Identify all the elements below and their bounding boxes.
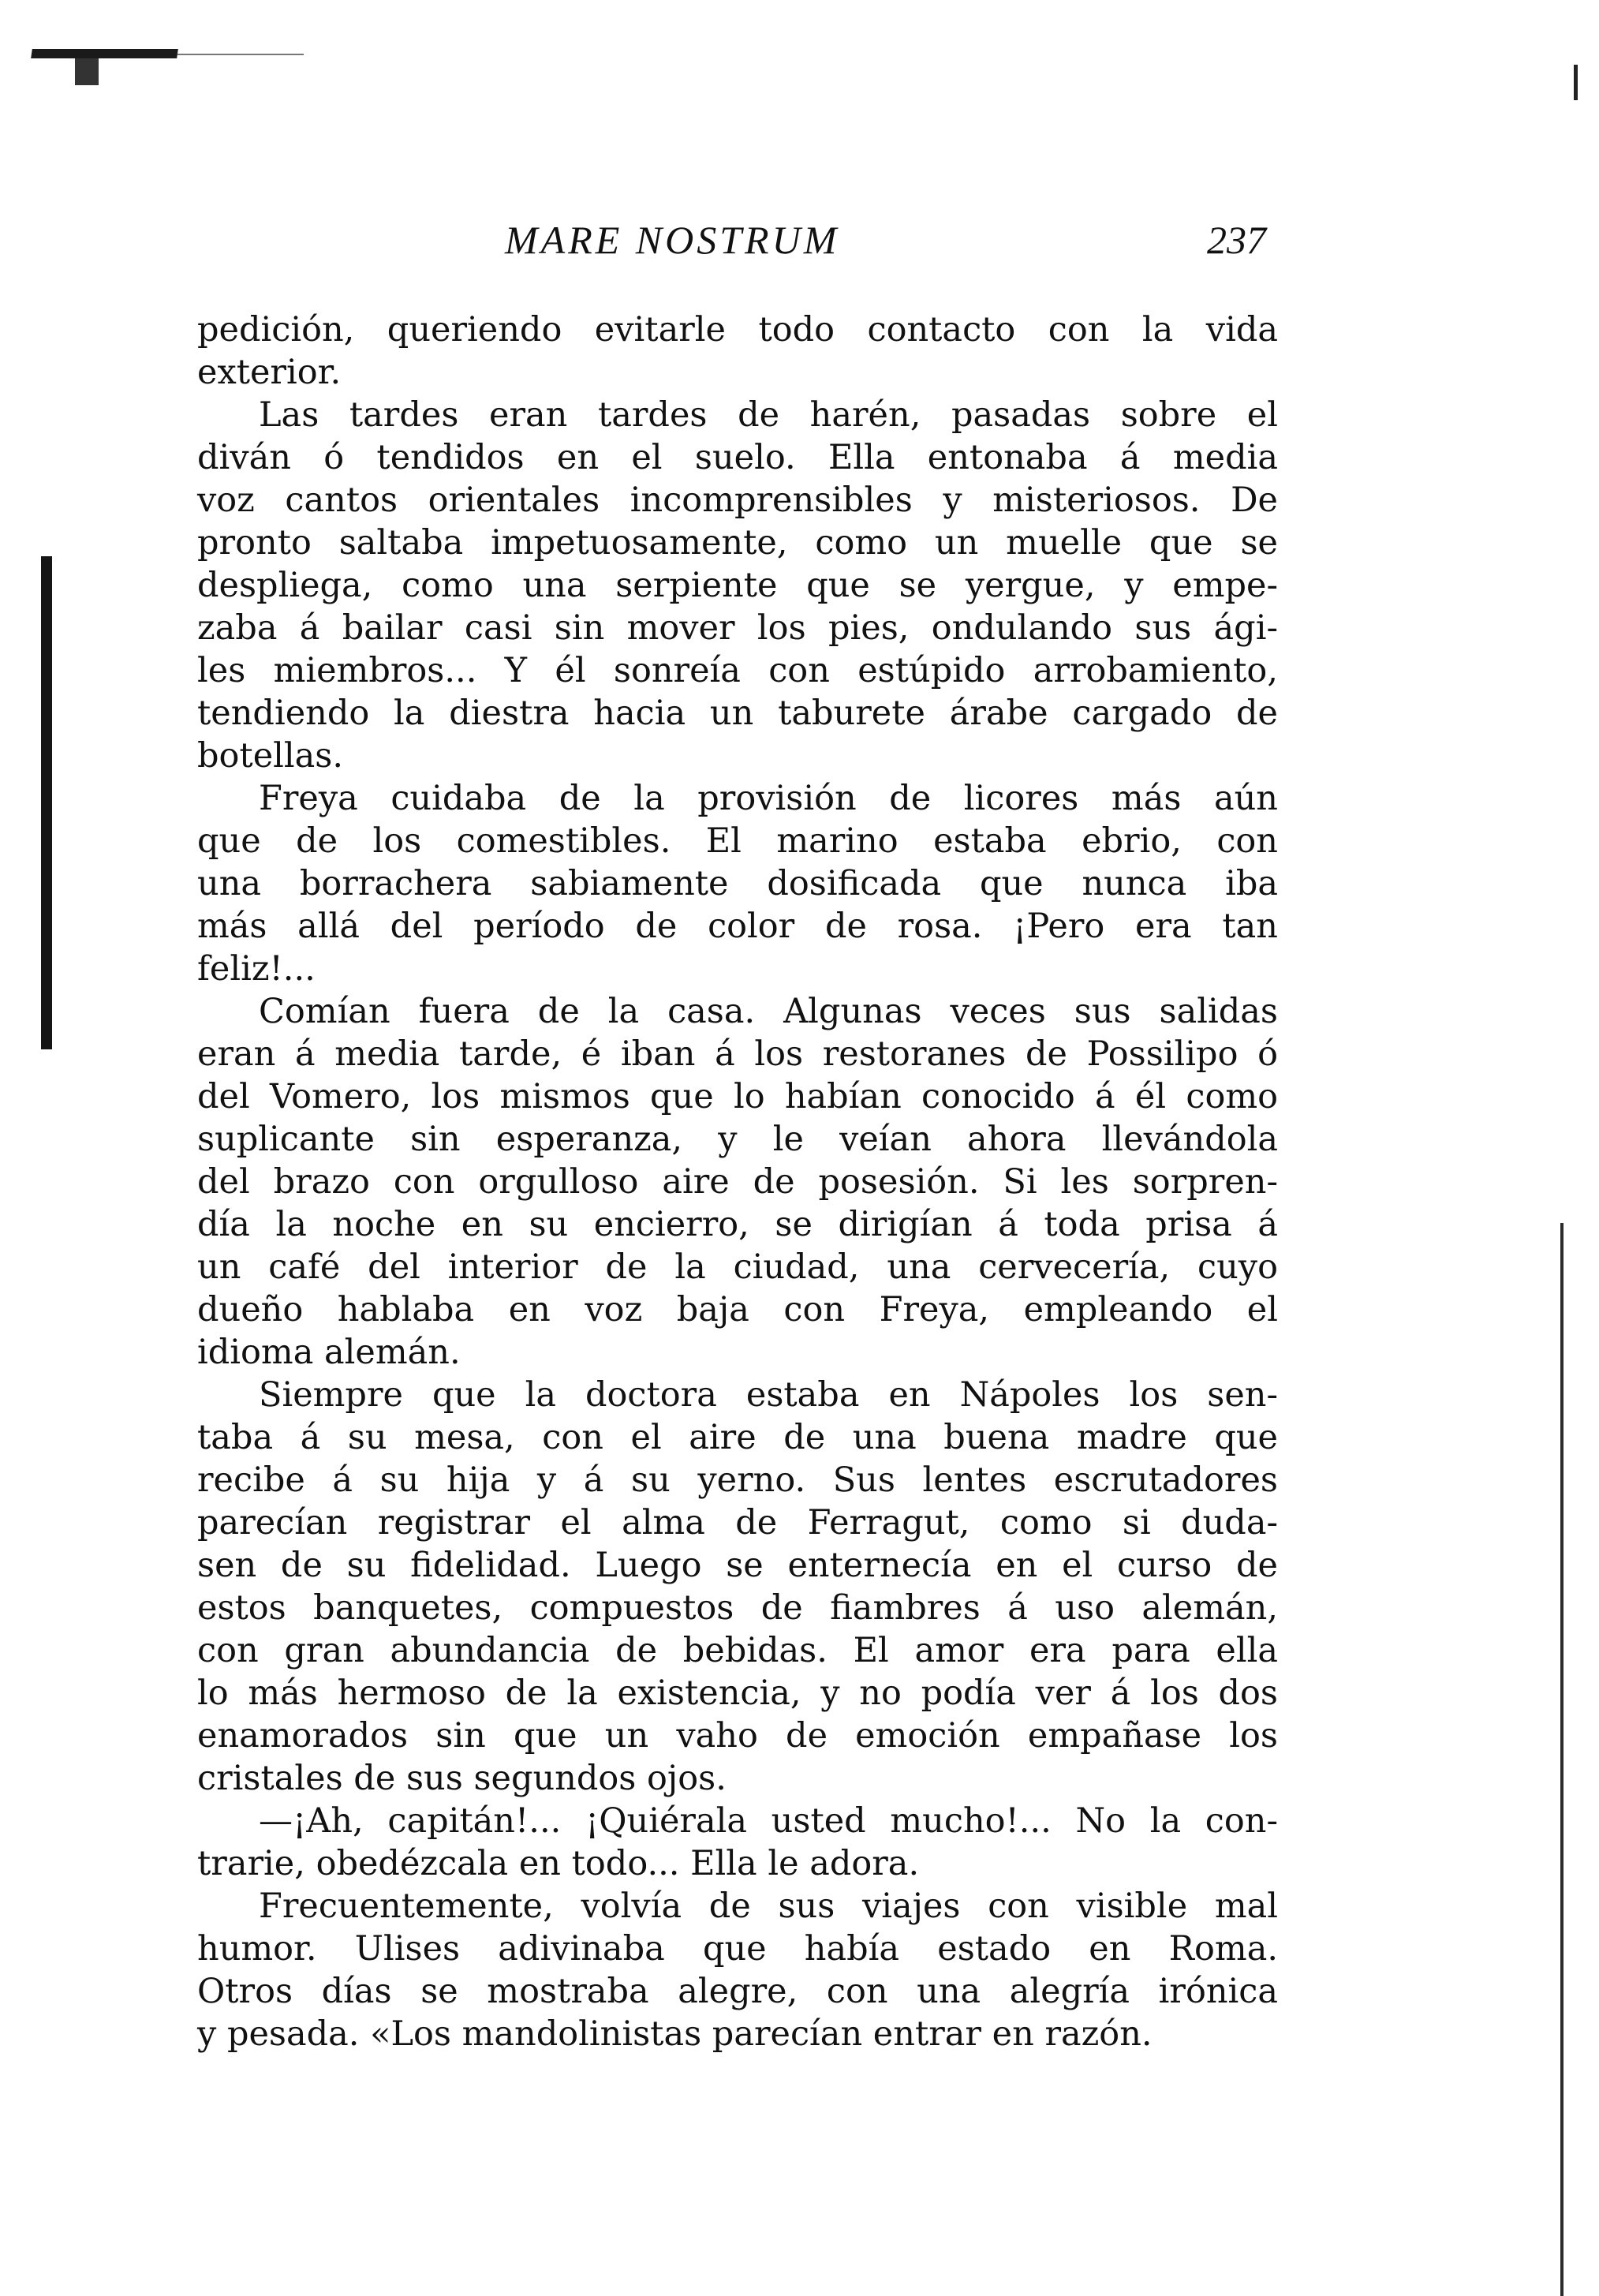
text-line: trarie, obedézcala en todo... Ella le adora. — [197, 1844, 920, 1883]
text-line: taba á su mesa, con el aire de una buena madre que — [197, 1418, 1278, 1457]
scan-artifact-top-left-line — [177, 54, 304, 55]
text-line: una borrachera sabiamente dosificada que nunca iba — [197, 864, 1278, 903]
text-line: voz cantos orientales incomprensibles y misteriosos. De — [197, 481, 1278, 520]
text-line: Otros días se mostraba alegre, con una alegría irónica — [197, 1972, 1278, 2011]
text-line: —¡Ah, capitán!... ¡Quiérala usted mucho!... No la con- — [259, 1801, 1278, 1841]
text-line: que de los comestibles. El marino estaba ebrio, con — [197, 821, 1278, 861]
text-line: feliz!... — [197, 949, 316, 989]
text-line: Frecuentemente, volvía de sus viajes con visible mal — [259, 1887, 1278, 1926]
text-line: Las tardes eran tardes de harén, pasadas sobre el — [259, 395, 1278, 435]
scan-artifact-top-left-blot — [75, 58, 99, 85]
text-line: parecían registrar el alma de Ferragut, como si duda- — [197, 1503, 1278, 1543]
text-line: dueño hablaba en voz baja con Freya, empleando el — [197, 1290, 1278, 1329]
text-line: idioma alemán. — [197, 1333, 461, 1372]
text-line: eran á media tarde, é iban á los restoranes de Possilipo ó — [197, 1034, 1278, 1074]
text-line: les miembros... Y él sonreía con estúpido arrobamiento, — [197, 651, 1278, 690]
scan-artifact-top-left — [31, 49, 178, 58]
text-line: Comían fuera de la casa. Algunas veces sus salidas — [259, 992, 1278, 1031]
text-line: del Vomero, los mismos que lo habían conocido á él como — [197, 1077, 1278, 1116]
text-line: tendiendo la diestra hacia un taburete árabe cargado de — [197, 694, 1278, 733]
text-line: pronto saltaba impetuosamente, como un muelle que se — [197, 523, 1278, 563]
text-line: pedición, queriendo evitarle todo contacto con la vida — [197, 310, 1278, 350]
scan-artifact-left-bar — [41, 556, 52, 1049]
text-line: zaba á bailar casi sin mover los pies, ondulando sus ági- — [197, 608, 1278, 648]
text-line: botellas. — [197, 736, 344, 776]
text-line: y pesada. «Los mandolinistas parecían entrar en razón. — [197, 2014, 1153, 2054]
text-line: diván ó tendidos en el suelo. Ella entonaba á media — [197, 438, 1278, 477]
running-header: MARE NOSTRUM — [505, 218, 840, 262]
text-line: lo más hermoso de la existencia, y no podía ver á los dos — [197, 1673, 1278, 1713]
scan-artifact-top-right — [1574, 65, 1578, 100]
text-line: exterior. — [197, 353, 342, 392]
text-line: Freya cuidaba de la provisión de licores más aún — [259, 779, 1278, 818]
text-line: recibe á su hija y á su yerno. Sus lentes escrutadores — [197, 1460, 1278, 1500]
body-text — [197, 309, 1278, 2055]
page-number: 237 — [1207, 218, 1266, 262]
text-line: día la noche en su encierro, se dirigían á toda prisa á — [197, 1205, 1278, 1244]
text-line: cristales de sus segundos ojos. — [197, 1759, 727, 1798]
text-line: humor. Ulises adivinaba que había estado en Roma. — [197, 1929, 1278, 1969]
text-line: del brazo con orgulloso aire de posesión. Si les sorpren- — [197, 1162, 1278, 1202]
text-line: despliega, como una serpiente que se yergue, y empe- — [197, 566, 1278, 605]
text-line: estos banquetes, compuestos de fiambres á uso alemán, — [197, 1588, 1278, 1628]
text-line: con gran abundancia de bebidas. El amor era para ella — [197, 1631, 1278, 1670]
text-line: sen de su fidelidad. Luego se enternecía en el curso de — [197, 1546, 1278, 1585]
text-line: más allá del período de color de rosa. ¡Pero era tan — [197, 907, 1278, 946]
text-line: enamorados sin que un vaho de emoción empañase los — [197, 1716, 1278, 1756]
text-line: un café del interior de la ciudad, una cervecería, cuyo — [197, 1247, 1278, 1287]
scan-artifact-right-edge — [1560, 1223, 1564, 2296]
text-line: suplicante sin esperanza, y le veían ahora llevándola — [197, 1120, 1278, 1159]
text-line: Siempre que la doctora estaba en Nápoles los sen- — [259, 1375, 1278, 1415]
